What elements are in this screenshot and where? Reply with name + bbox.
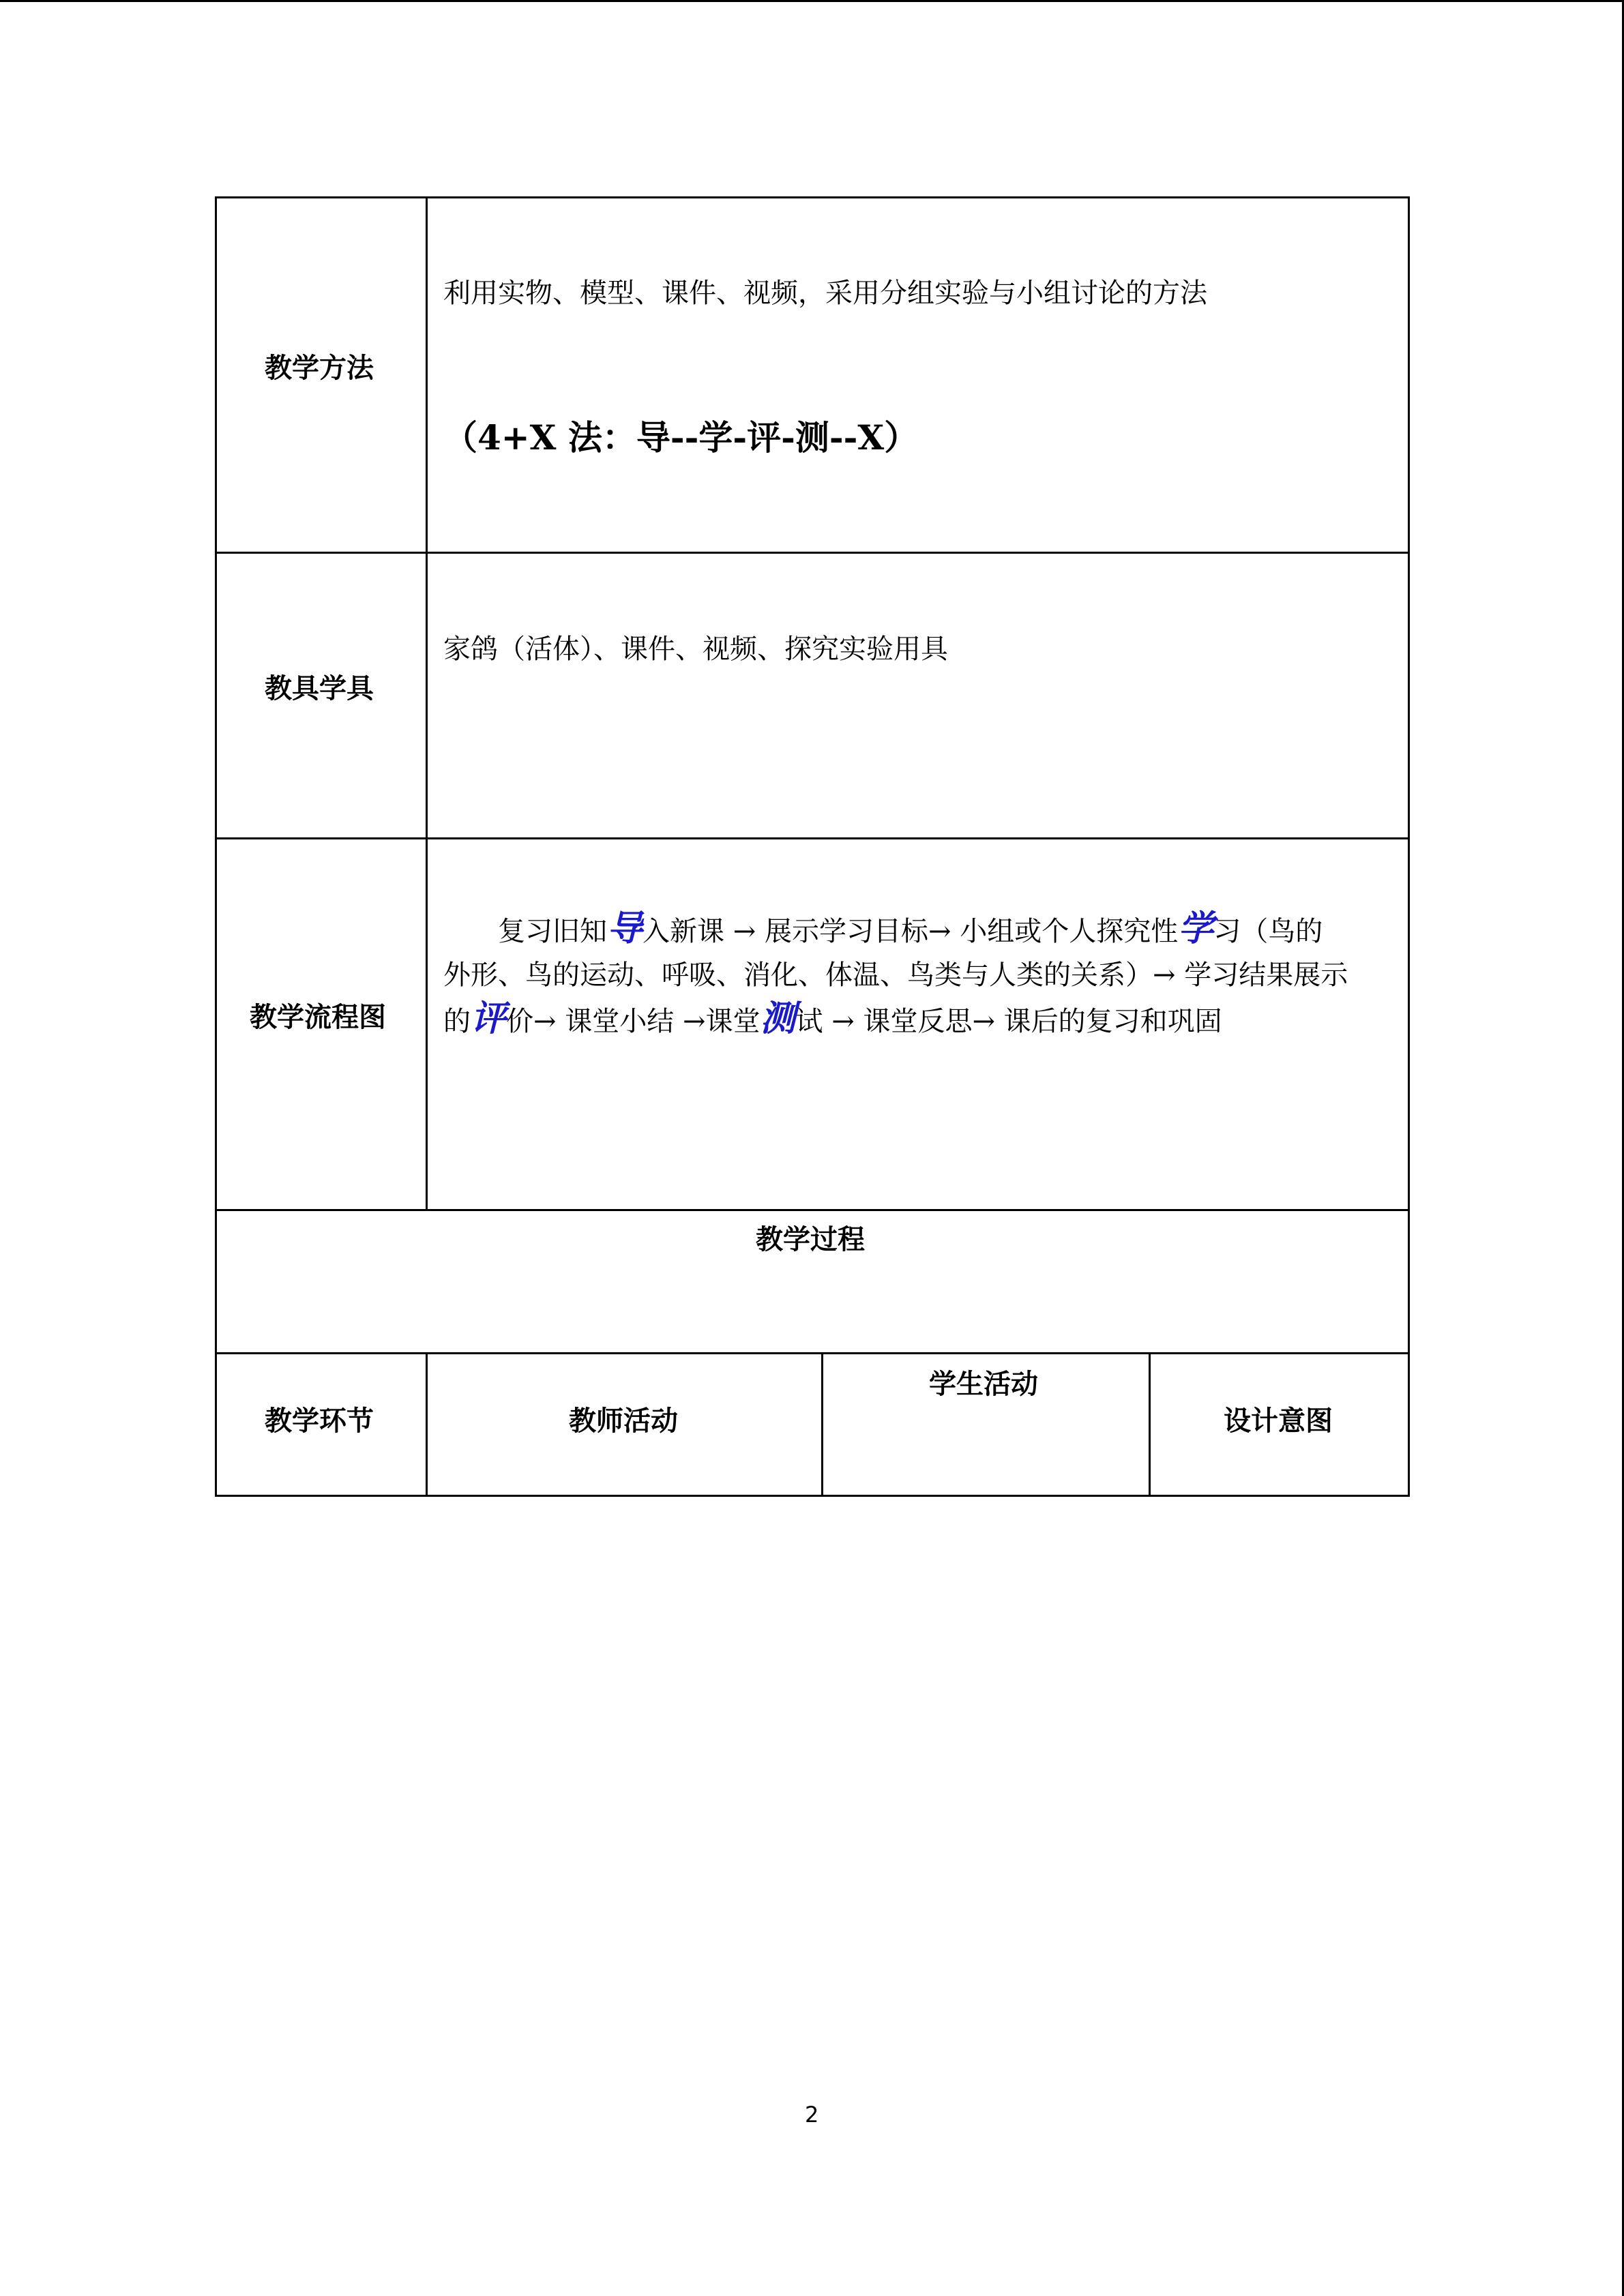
table-border-bottom (215, 1495, 1410, 1497)
flow-line (443, 907, 1398, 953)
teaching-flow-text (443, 907, 1398, 1043)
row-divider-3 (215, 1209, 1410, 1211)
table-border-right (1408, 196, 1410, 1497)
flow-accent-char: 导 (607, 908, 643, 949)
page-top-edge (0, 0, 1624, 2)
label-column-divider (426, 196, 428, 1211)
header-divider-1 (426, 1352, 428, 1497)
table-border-left (215, 196, 217, 1497)
flow-accent-char: 评 (471, 998, 507, 1039)
row-divider-4 (215, 1352, 1410, 1354)
header-divider-2 (821, 1352, 823, 1497)
table-border-top (215, 196, 1410, 198)
flow-segment: 入新课 → 展示学习目标→ 小组或个人探究性 (643, 916, 1179, 947)
flow-segment: 复习旧知 (443, 916, 607, 947)
header-divider-3 (1149, 1352, 1151, 1497)
flow-segment: 习（鸟的 (1213, 916, 1323, 947)
header-teaching-stage: 教学环节 (265, 1405, 374, 1437)
flow-segment: 外形、鸟的运动、呼吸、消化、体温、鸟类与人类的关系）→ 学习结果展示 (443, 959, 1348, 991)
header-design-intent: 设计意图 (1224, 1405, 1333, 1437)
flow-line (443, 953, 1398, 997)
row-label-teaching-flow: 教学流程图 (250, 1002, 386, 1033)
row-label-teaching-method: 教学方法 (265, 353, 374, 384)
header-teacher-activity: 教师活动 (569, 1405, 678, 1437)
row-divider-2 (215, 837, 1410, 839)
row-label-teaching-aids: 教具学具 (265, 673, 374, 704)
header-student-activity: 学生活动 (929, 1369, 1038, 1400)
teaching-method-text: 利用实物、模型、课件、视频，采用分组实验与小组讨论的方法 (443, 278, 1207, 309)
teaching-method-formula: （4+X 法：导--学-评-测--X） (443, 417, 919, 458)
teaching-aids-text: 家鸽（活体）、课件、视频、探究实验用具 (443, 633, 948, 665)
page-number: 2 (805, 2102, 819, 2128)
flow-accent-char: 学 (1178, 908, 1214, 949)
section-title-teaching-process: 教学过程 (756, 1224, 865, 1255)
row-divider-1 (215, 552, 1410, 554)
flow-segment: 的 (443, 1006, 471, 1037)
flow-segment: 试 → 课堂反思→ 课后的复习和巩固 (795, 1006, 1222, 1037)
flow-line (443, 997, 1398, 1043)
flow-segment: 价→ 课堂小结 →课堂 (506, 1006, 761, 1037)
flow-accent-char: 测 (760, 998, 796, 1039)
